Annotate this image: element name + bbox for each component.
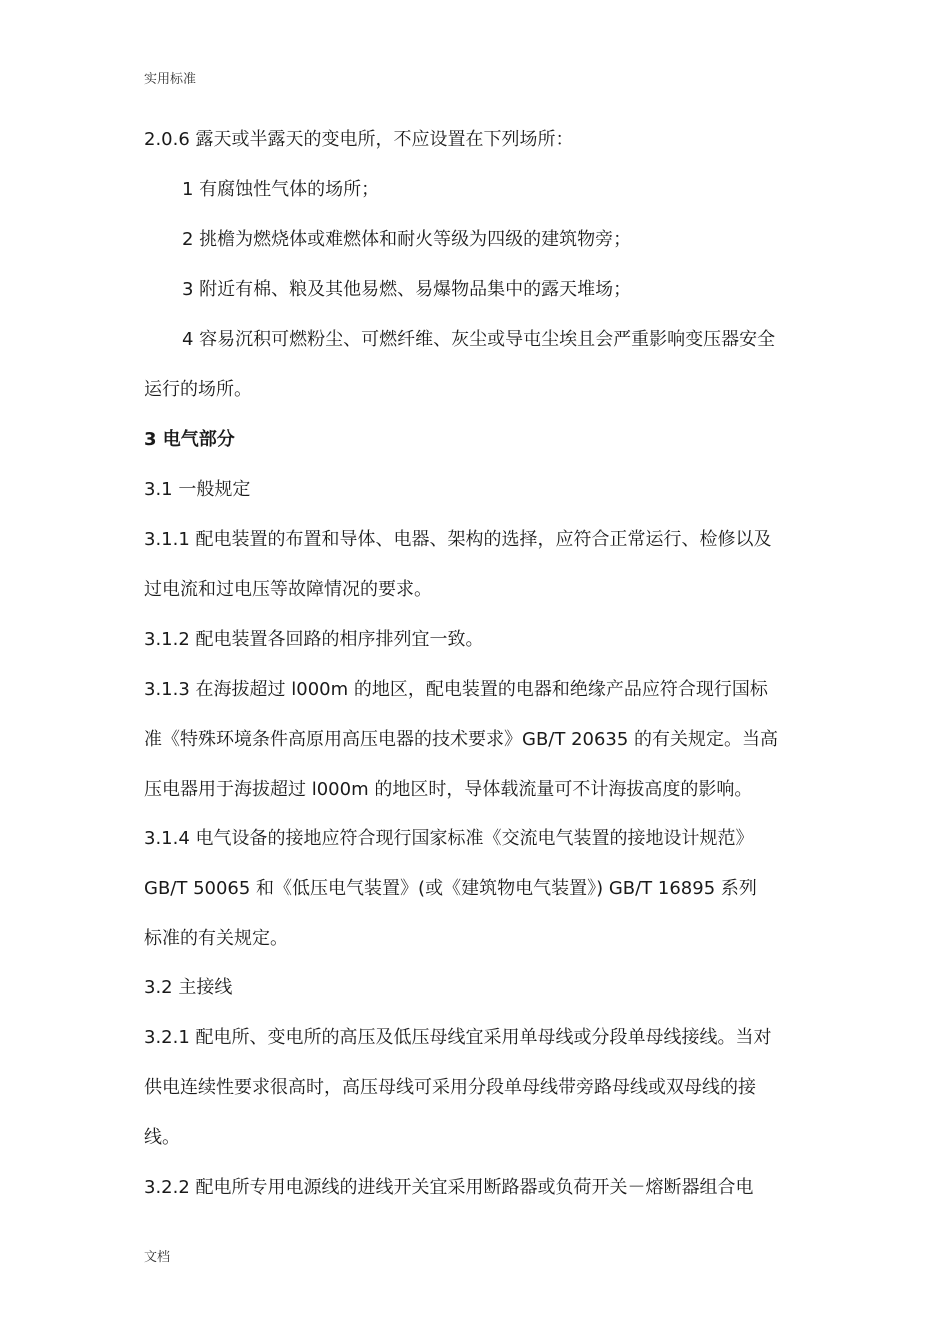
clause-3-1-4: 3.1.4 电气设备的接地应符合现行国家标准《交流电气装置的接地设计规范》	[144, 828, 754, 849]
clause-3-1-4-continued-1: GB/T 50065 和《低压电气装置》(或《建筑物电气装置》) GB/T 16895 系列	[144, 878, 757, 899]
clause-3-2-1-continued-2: 线。	[144, 1127, 180, 1148]
list-item-4-continued: 运行的场所。	[144, 379, 252, 400]
clause-3-1-4-continued-2: 标准的有关规定。	[144, 928, 288, 949]
clause-3-1-1: 3.1.1 配电装置的布置和导体、电器、架构的选择，应符合正常运行、检修以及	[144, 529, 772, 550]
page-header: 实用标准	[144, 72, 197, 87]
subsection-heading-3-2: 3.2 主接线	[144, 977, 233, 998]
clause-3-1-3-continued-2: 压电器用于海拔超过 l000m 的地区时，导体载流量可不计海拔高度的影响。	[144, 779, 753, 800]
clause-3-1-2: 3.1.2 配电装置各回路的相序排列宜一致。	[144, 629, 484, 650]
clause-2-0-6: 2.0.6 露天或半露天的变电所，不应设置在下列场所：	[144, 129, 574, 150]
clause-3-2-1-continued-1: 供电连续性要求很高时，高压母线可采用分段单母线带旁路母线或双母线的接	[144, 1077, 756, 1098]
subsection-heading-3-1: 3.1 一般规定	[144, 479, 251, 500]
clause-3-1-1-continued: 过电流和过电压等故障情况的要求。	[144, 579, 432, 600]
list-item-1: 1 有腐蚀性气体的场所；	[182, 179, 380, 200]
clause-3-1-3-continued-1: 准《特殊环境条件高原用高压电器的技术要求》GB/T 20635 的有关规定。当高	[144, 729, 779, 750]
list-item-4: 4 容易沉积可燃粉尘、可燃纤维、灰尘或导屯尘埃且会严重影响变压器安全	[182, 329, 776, 350]
page-footer: 文档	[144, 1250, 171, 1265]
clause-3-2-2: 3.2.2 配电所专用电源线的进线开关宜采用断路器或负荷开关－熔断器组合电	[144, 1177, 754, 1198]
clause-3-2-1: 3.2.1 配电所、变电所的高压及低压母线宜采用单母线或分段单母线接线。当对	[144, 1027, 772, 1048]
clause-3-1-3: 3.1.3 在海拔超过 l000m 的地区，配电装置的电器和绝缘产品应符合现行国标	[144, 679, 768, 700]
list-item-3: 3 附近有棉、粮及其他易燃、易爆物品集中的露天堆场；	[182, 279, 632, 300]
list-item-2: 2 挑檐为燃烧体或难燃体和耐火等级为四级的建筑物旁；	[182, 229, 632, 250]
section-heading-3: 3 电气部分	[144, 429, 235, 450]
